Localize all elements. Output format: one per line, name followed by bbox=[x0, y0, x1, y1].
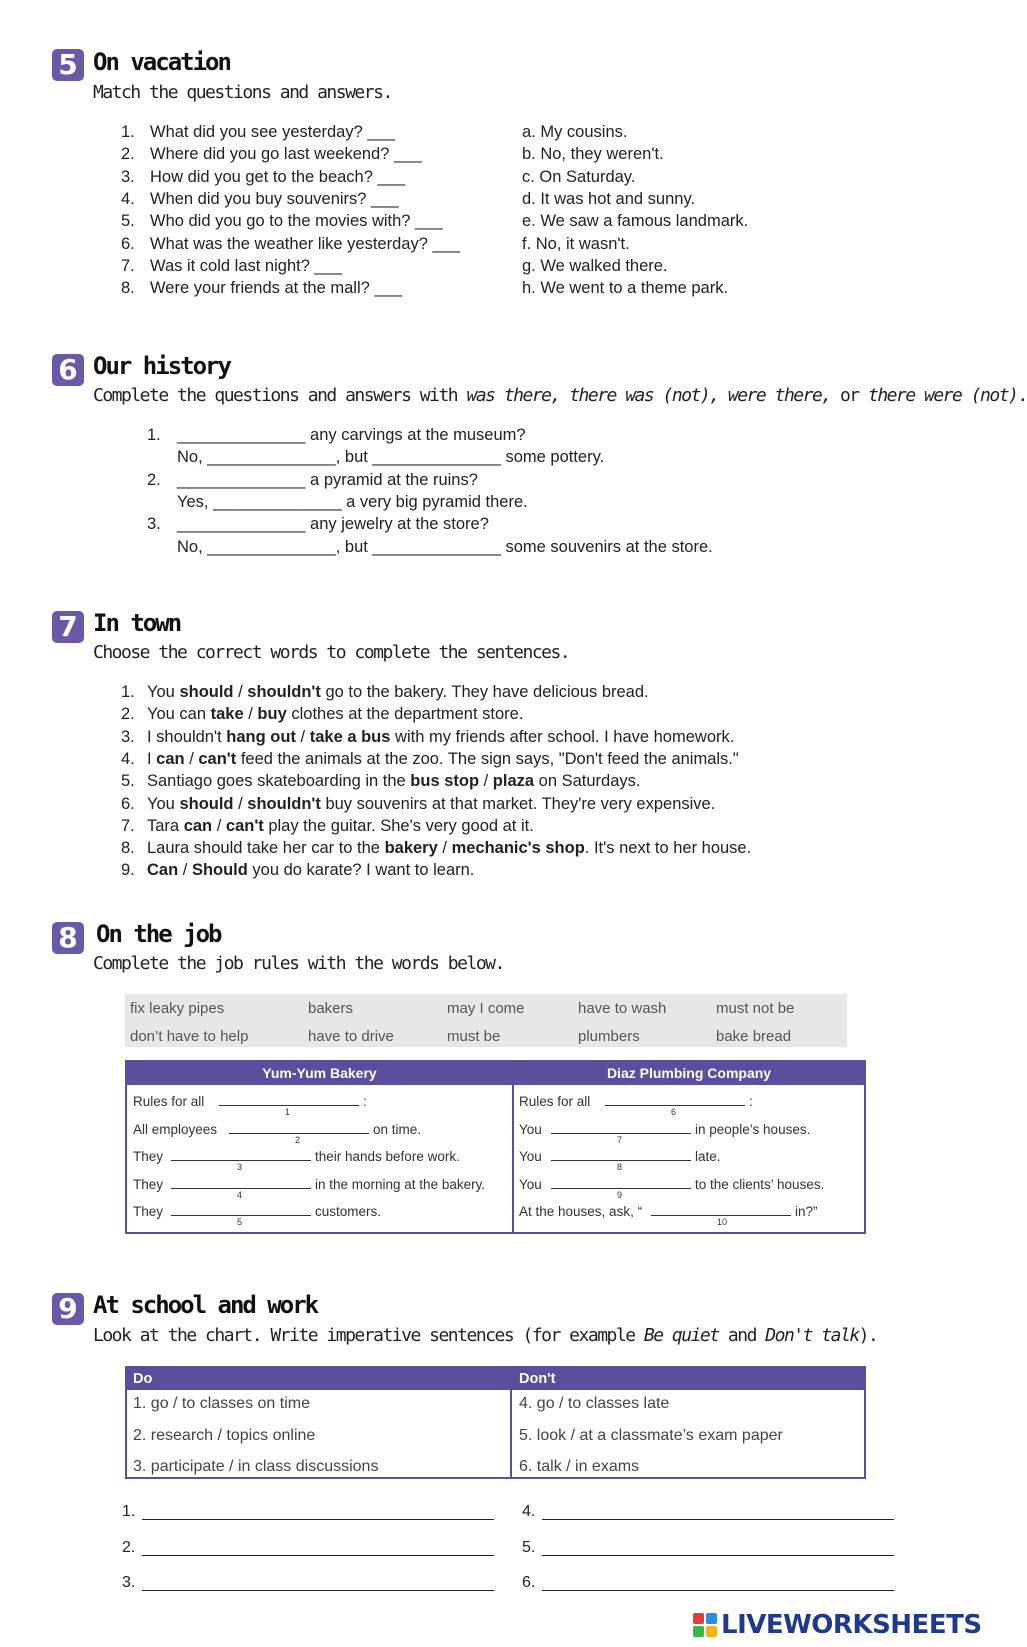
choice-option[interactable]: mechanic's shop bbox=[451, 839, 585, 858]
rule-text: They bbox=[133, 1149, 164, 1164]
logo-text: LIVEWORKSHEETS bbox=[721, 1610, 982, 1640]
word-bank-item: bakers bbox=[308, 1000, 354, 1017]
question-number: 1. bbox=[121, 123, 135, 141]
choice-separator: / bbox=[178, 861, 192, 880]
rule-blank[interactable] bbox=[219, 1093, 359, 1117]
rule-row bbox=[519, 1203, 818, 1227]
choice-sentence bbox=[147, 839, 751, 858]
choice-option[interactable]: Should bbox=[191, 861, 248, 880]
question-text: What was the weather like yesterday? ___ bbox=[150, 234, 460, 253]
rule-text: customers. bbox=[315, 1204, 382, 1219]
choice-sentence bbox=[147, 683, 649, 702]
blank-number: 6 bbox=[671, 1107, 677, 1117]
rule-text: You bbox=[519, 1121, 542, 1137]
do-item: 1. go / to classes on time bbox=[133, 1395, 310, 1412]
logo-square bbox=[706, 1613, 717, 1624]
word-bank-item: have to wash bbox=[578, 1000, 667, 1017]
section-8-badge: 8 bbox=[52, 922, 84, 954]
section-9-badge: 9 bbox=[52, 1293, 84, 1325]
sentence-text: feed the animals at the zoo. The sign says, "Don't feed the animals." bbox=[236, 749, 739, 768]
question-number: 4. bbox=[121, 189, 135, 208]
choice-option[interactable]: should bbox=[179, 794, 234, 813]
section-8-instruction: Complete the job rules with the words below. bbox=[93, 953, 504, 974]
sentence-text: on Saturdays. bbox=[534, 772, 641, 791]
choice-sentence bbox=[147, 750, 739, 769]
choice-option[interactable]: take a bus bbox=[309, 727, 391, 746]
sentence-text: with my friends after school. I have homework. bbox=[390, 727, 735, 746]
choice-sentence bbox=[147, 861, 474, 880]
blank-number: 8 bbox=[617, 1162, 623, 1172]
rule-text: You bbox=[519, 1176, 542, 1192]
question-text: When did you buy souvenirs? ___ bbox=[150, 189, 399, 208]
sentence-text: Santiago goes skateboarding in the bbox=[147, 772, 411, 791]
fill-in-line: Yes, ______________ a very big pyramid there. bbox=[177, 492, 528, 511]
sentence-text: you do karate? I want to learn. bbox=[247, 861, 475, 880]
section-7-badge: 7 bbox=[52, 611, 84, 643]
sentence-text: . It's next to her house. bbox=[584, 839, 752, 858]
plumbing-header: Diaz Plumbing Company bbox=[606, 1065, 772, 1081]
answer-line-2[interactable] bbox=[142, 1555, 494, 1556]
logo-square bbox=[693, 1613, 704, 1624]
word-bank-item: plumbers bbox=[578, 1028, 640, 1045]
answer-number: 4. bbox=[522, 1503, 536, 1520]
answer-option: f. No, it wasn't. bbox=[522, 234, 630, 253]
rule-blank[interactable] bbox=[171, 1203, 311, 1227]
answer-line-5[interactable] bbox=[542, 1555, 894, 1556]
answer-number: 5. bbox=[522, 1539, 536, 1556]
question-number: 3. bbox=[121, 167, 135, 186]
rule-blank[interactable] bbox=[229, 1121, 369, 1145]
do-header: Do bbox=[133, 1371, 153, 1387]
rule-text: in the morning at the bakery. bbox=[315, 1176, 486, 1192]
choice-option[interactable]: can't bbox=[225, 816, 264, 835]
word-bank-item: must be bbox=[447, 1028, 501, 1045]
chart-column-divider bbox=[510, 1368, 512, 1477]
choice-option[interactable]: hang out bbox=[226, 727, 296, 746]
choice-option[interactable]: take bbox=[210, 705, 244, 724]
choice-separator: / bbox=[184, 749, 199, 768]
blank-number: 2 bbox=[295, 1134, 301, 1145]
chart-header bbox=[127, 1368, 864, 1390]
dont-item: 5. look / at a classmate’s exam paper bbox=[519, 1427, 783, 1444]
choice-option[interactable]: can bbox=[183, 816, 213, 835]
blank-number: 7 bbox=[617, 1134, 623, 1145]
rule-row bbox=[519, 1176, 825, 1200]
choice-separator: / bbox=[479, 772, 493, 791]
answer-option: h. We went to a theme park. bbox=[522, 279, 729, 298]
rule-text: At the houses, ask, “ bbox=[519, 1204, 643, 1219]
rule-text: They bbox=[133, 1204, 164, 1219]
column-divider bbox=[512, 1062, 514, 1232]
sentence-text: You bbox=[147, 683, 180, 701]
rule-row bbox=[133, 1176, 486, 1200]
sentence-text: buy souvenirs at that market. They're very expensive. bbox=[320, 794, 716, 813]
answer-number: 2. bbox=[122, 1539, 136, 1556]
do-item: 2. research / topics online bbox=[133, 1427, 316, 1444]
sentence-text: go to the bakery. They have delicious bread. bbox=[320, 683, 649, 701]
answer-option: b. No, they weren't. bbox=[522, 145, 664, 164]
answer-number: 3. bbox=[122, 1574, 136, 1591]
rule-text: : bbox=[749, 1094, 753, 1109]
choice-sentence bbox=[147, 795, 715, 814]
rule-text: Rules for all bbox=[133, 1094, 205, 1109]
fill-in-line: No, ______________, but ______________ some souvenirs at the store. bbox=[177, 537, 713, 556]
logo-grid-icon bbox=[693, 1613, 717, 1637]
rule-blank[interactable] bbox=[605, 1093, 745, 1117]
choice-separator: / bbox=[233, 683, 248, 701]
choice-option[interactable]: should bbox=[179, 683, 234, 701]
sentence-text: You can bbox=[147, 705, 211, 724]
question-text: Where did you go last weekend? ___ bbox=[150, 145, 422, 164]
item-number: 4. bbox=[121, 749, 135, 768]
rule-row bbox=[519, 1093, 753, 1117]
answer-option: g. We walked there. bbox=[522, 256, 668, 275]
item-number: 1. bbox=[147, 426, 161, 444]
rule-row bbox=[519, 1121, 811, 1145]
rule-text: All employees bbox=[133, 1121, 218, 1137]
item-number: 9. bbox=[121, 861, 135, 880]
answer-option: d. It was hot and sunny. bbox=[522, 189, 696, 208]
section-6-badge: 6 bbox=[52, 354, 84, 386]
item-number: 6. bbox=[121, 794, 135, 813]
fill-in-line: No, ______________, but ______________ some pottery. bbox=[177, 448, 605, 467]
choice-sentence bbox=[147, 772, 640, 791]
rule-blank[interactable] bbox=[551, 1121, 691, 1145]
sentence-text: clothes at the department store. bbox=[286, 705, 524, 724]
choice-option[interactable]: buy bbox=[257, 705, 287, 724]
answer-line-6[interactable] bbox=[542, 1590, 894, 1591]
blank-number: 5 bbox=[237, 1217, 243, 1227]
word-bank bbox=[125, 994, 847, 1047]
dont-item: 6. talk / in exams bbox=[519, 1458, 640, 1475]
blank-number: 10 bbox=[717, 1217, 728, 1227]
item-number: 7. bbox=[121, 816, 135, 835]
answer-line-4[interactable] bbox=[542, 1519, 894, 1520]
section-8-title: On the job bbox=[96, 920, 221, 948]
rule-text: : bbox=[363, 1094, 367, 1109]
answer-number: 6. bbox=[522, 1574, 536, 1591]
section-5-title: On vacation bbox=[93, 48, 230, 76]
sentence-text: play the guitar. She's very good at it. bbox=[263, 816, 534, 835]
rule-text: to the clients’ houses. bbox=[695, 1176, 825, 1192]
section-6-title: Our history bbox=[93, 352, 230, 380]
blank-number: 1 bbox=[285, 1107, 291, 1117]
choice-option[interactable]: bakery bbox=[384, 839, 438, 858]
answer-option: e. We saw a famous landmark. bbox=[522, 212, 749, 231]
question-number: 7. bbox=[121, 256, 135, 275]
choice-separator: / bbox=[243, 705, 258, 724]
sentence-text: Tara bbox=[147, 816, 184, 835]
job-rules-table bbox=[125, 1060, 866, 1234]
question-number: 5. bbox=[121, 212, 135, 231]
question-number: 6. bbox=[121, 234, 135, 253]
dont-item: 4. go / to classes late bbox=[519, 1395, 670, 1412]
choice-option[interactable]: bus stop bbox=[410, 772, 480, 791]
section-9-instruction: Look at the chart. Write imperative sentences (for example Be quiet and Don't talk). bbox=[93, 1325, 878, 1346]
rule-text: Rules for all bbox=[519, 1094, 591, 1109]
rule-blank[interactable] bbox=[551, 1148, 691, 1172]
rule-row bbox=[133, 1121, 422, 1145]
sentence-text: I bbox=[147, 749, 157, 768]
logo-square bbox=[693, 1626, 704, 1637]
rule-text: They bbox=[133, 1176, 164, 1192]
item-number: 2. bbox=[147, 470, 161, 489]
fill-in-line: ______________ any carvings at the museum? bbox=[177, 426, 526, 444]
question-text: Were your friends at the mall? ___ bbox=[150, 279, 402, 298]
rule-blank[interactable] bbox=[171, 1176, 311, 1200]
section-6-instruction: Complete the questions and answers with was there, there was (not), were there, or there were (not). bbox=[93, 385, 1027, 406]
word-bank-item: have to drive bbox=[308, 1028, 394, 1045]
question-text: Was it cold last night? ___ bbox=[150, 256, 342, 275]
blank-number: 3 bbox=[237, 1162, 243, 1172]
item-number: 3. bbox=[147, 515, 161, 534]
question-text: How did you get to the beach? ___ bbox=[150, 167, 406, 186]
word-bank-item: fix leaky pipes bbox=[130, 1000, 225, 1017]
choice-option[interactable]: can't bbox=[198, 749, 237, 768]
sentence-text: I shouldn't bbox=[147, 727, 227, 746]
question-number: 8. bbox=[121, 279, 135, 298]
choice-option[interactable]: Can bbox=[147, 861, 179, 880]
section-7-title: In town bbox=[93, 609, 181, 637]
choice-option[interactable]: plaza bbox=[492, 772, 535, 791]
fill-in-line: ______________ a pyramid at the ruins? bbox=[177, 470, 478, 489]
question-text: Who did you go to the movies with? ___ bbox=[150, 212, 443, 231]
answer-line-1[interactable] bbox=[142, 1519, 494, 1520]
do-item: 3. participate / in class discussions bbox=[133, 1458, 379, 1475]
answer-number: 1. bbox=[122, 1503, 136, 1520]
rule-row bbox=[133, 1093, 367, 1117]
choice-separator: / bbox=[233, 794, 248, 813]
rule-blank[interactable] bbox=[551, 1176, 691, 1200]
item-number: 8. bbox=[121, 839, 135, 858]
rule-text: in people’s houses. bbox=[695, 1121, 811, 1137]
dont-header: Don't bbox=[519, 1371, 556, 1387]
item-number: 5. bbox=[121, 772, 135, 791]
choice-option[interactable]: shouldn't bbox=[247, 794, 321, 813]
word-bank-item: must not be bbox=[716, 1000, 795, 1017]
choice-option[interactable]: shouldn't bbox=[247, 683, 321, 701]
blank-number: 9 bbox=[617, 1189, 623, 1200]
choice-separator: / bbox=[212, 816, 226, 835]
logo-square bbox=[706, 1626, 717, 1637]
item-number: 1. bbox=[121, 683, 135, 701]
item-number: 2. bbox=[121, 705, 135, 724]
rule-text: late. bbox=[695, 1149, 721, 1164]
rule-row bbox=[133, 1148, 460, 1172]
answer-option: a. My cousins. bbox=[522, 123, 628, 141]
item-number: 3. bbox=[121, 727, 135, 746]
rule-blank[interactable] bbox=[651, 1203, 791, 1227]
word-bank-item: may I come bbox=[447, 1000, 525, 1017]
section-5-instruction: Match the questions and answers. bbox=[93, 82, 392, 103]
choice-sentence bbox=[147, 728, 734, 747]
question-number: 2. bbox=[121, 145, 135, 164]
do-dont-chart bbox=[125, 1366, 866, 1479]
rule-text: You bbox=[519, 1149, 542, 1164]
rule-text: in?” bbox=[795, 1204, 818, 1219]
choice-sentence bbox=[147, 817, 534, 836]
answer-option: c. On Saturday. bbox=[522, 167, 636, 186]
blank-number: 4 bbox=[237, 1189, 243, 1200]
question-text: What did you see yesterday? ___ bbox=[150, 123, 395, 141]
word-bank-item: don’t have to help bbox=[130, 1028, 249, 1045]
choice-sentence bbox=[147, 705, 523, 724]
word-bank-item: bake bread bbox=[716, 1028, 792, 1045]
section-5-badge: 5 bbox=[52, 49, 84, 81]
choice-option[interactable]: can bbox=[156, 749, 185, 768]
sentence-text: Laura should take her car to the bbox=[147, 839, 385, 858]
choice-separator: / bbox=[437, 839, 452, 858]
section-9-title: At school and work bbox=[93, 1291, 318, 1319]
answer-line-3[interactable] bbox=[142, 1590, 494, 1591]
rule-blank[interactable] bbox=[171, 1148, 311, 1172]
section-7-instruction: Choose the correct words to complete the sentences. bbox=[93, 642, 570, 663]
bakery-header: Yum-Yum Bakery bbox=[262, 1065, 377, 1081]
sentence-text: You bbox=[147, 794, 180, 813]
choice-separator: / bbox=[295, 727, 310, 746]
fill-in-line: ______________ any jewelry at the store? bbox=[177, 515, 489, 534]
rule-text: on time. bbox=[373, 1121, 422, 1137]
rule-row bbox=[519, 1148, 721, 1172]
rule-text: their hands before work. bbox=[315, 1149, 460, 1164]
rule-row bbox=[133, 1203, 382, 1227]
job-rules-header bbox=[127, 1062, 864, 1085]
